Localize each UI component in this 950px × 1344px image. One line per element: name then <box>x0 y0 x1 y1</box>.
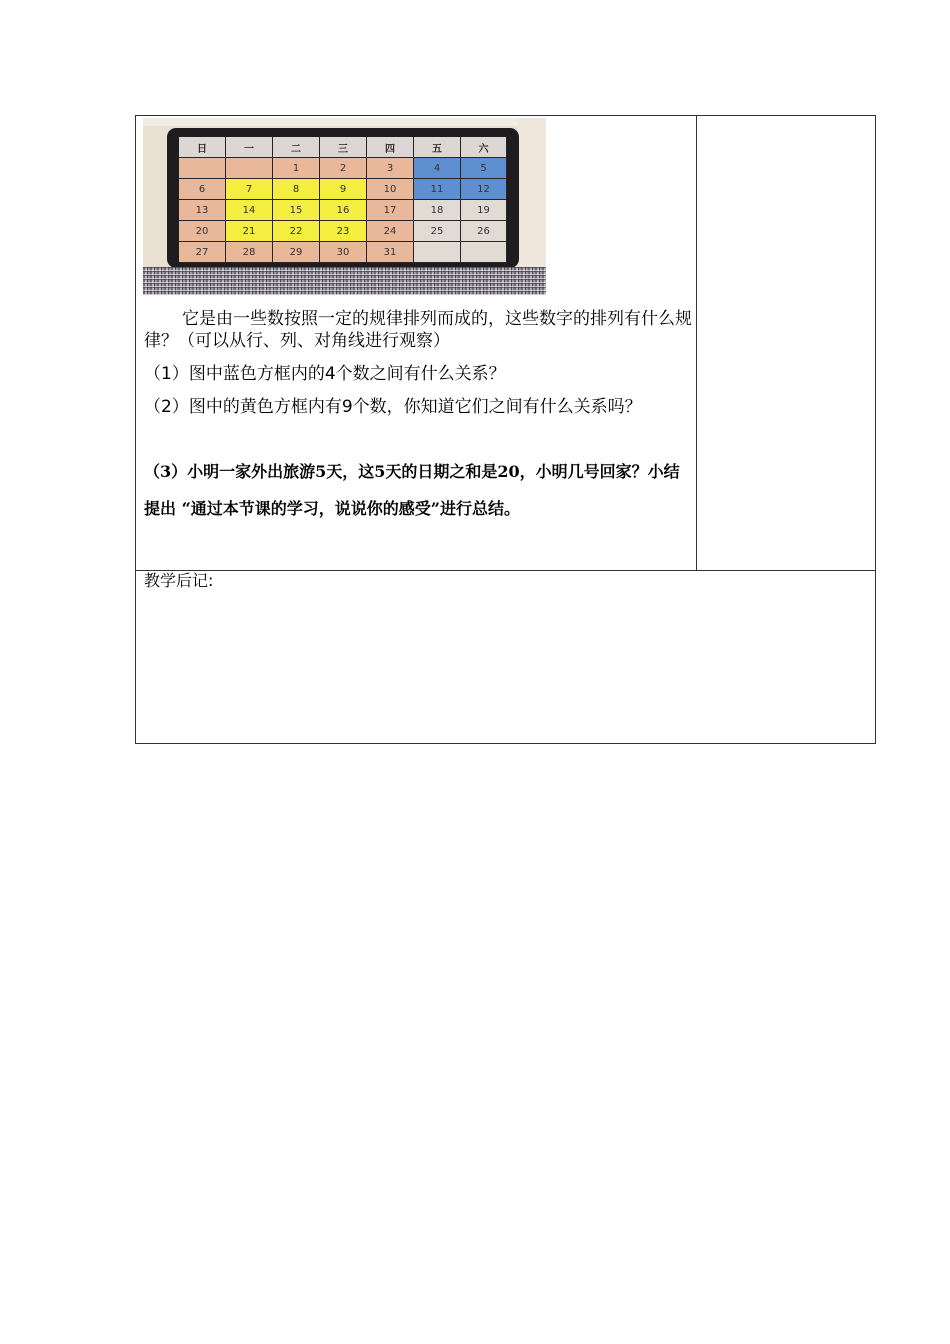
calendar-day-cell: 5 <box>461 158 507 179</box>
weekday-header: 四 <box>367 137 414 158</box>
calendar-day-cell: 28 <box>226 242 273 263</box>
intro-paragraph: 它是由一些数按照一定的规律排列而成的，这些数字的排列有什么规律？（可以从行、列、对角线进行观察） <box>144 309 692 351</box>
calendar-day-cell: 20 <box>179 221 226 242</box>
weekday-header: 三 <box>320 137 367 158</box>
calendar-day-cell: 24 <box>367 221 414 242</box>
calendar-photo <box>143 118 546 295</box>
calendar-day-cell: 17 <box>367 200 414 221</box>
weekday-header: 五 <box>414 137 461 158</box>
calendar-day-cell: 26 <box>461 221 507 242</box>
calendar-day-cell: 4 <box>414 158 461 179</box>
calendar-day-cell: 6 <box>179 179 226 200</box>
calendar-day-cell <box>179 158 226 179</box>
calendar-day-cell: 12 <box>461 179 507 200</box>
calendar-day-cell <box>226 158 273 179</box>
calendar-day-cell: 3 <box>367 158 414 179</box>
calendar-day-cell: 16 <box>320 200 367 221</box>
question-3: （3）小明一家外出旅游5天，这5天的日期之和是20，小明几号回家？小结提出 “通过本节课的学习，说说你的感受”进行总结。 <box>144 462 680 518</box>
weekday-header: 一 <box>226 137 273 158</box>
calendar-day-cell: 11 <box>414 179 461 200</box>
calendar-day-cell: 25 <box>414 221 461 242</box>
calendar-day-cell: 2 <box>320 158 367 179</box>
question-2: （2）图中的黄色方框内有9个数，你知道它们之间有什么关系吗？ <box>144 397 642 417</box>
photo-scan-noise-overlay <box>143 267 546 295</box>
calendar-day-cell: 8 <box>273 179 320 200</box>
calendar-day-cell <box>461 242 507 263</box>
weekday-header: 二 <box>273 137 320 158</box>
calendar-day-cell: 10 <box>367 179 414 200</box>
photo-right-margin <box>518 118 546 267</box>
calendar-day-cell: 13 <box>179 200 226 221</box>
teaching-remarks-label: 教学后记: <box>144 571 214 590</box>
calendar-day-cell: 9 <box>320 179 367 200</box>
calendar-day-cell: 29 <box>273 242 320 263</box>
calendar-day-cell: 1 <box>273 158 320 179</box>
calendar-grid <box>179 137 507 263</box>
row-divider <box>135 570 876 571</box>
calendar-day-cell: 19 <box>461 200 507 221</box>
weekday-header: 六 <box>461 137 507 158</box>
calendar-day-cell <box>414 242 461 263</box>
calendar-day-cell: 22 <box>273 221 320 242</box>
calendar-day-cell: 23 <box>320 221 367 242</box>
column-divider <box>696 115 697 570</box>
question-1: （1）图中蓝色方框内的4个数之间有什么关系？ <box>144 364 506 384</box>
calendar-day-cell: 7 <box>226 179 273 200</box>
photo-top-strip <box>143 118 546 126</box>
calendar-day-cell: 30 <box>320 242 367 263</box>
calendar-day-cell: 14 <box>226 200 273 221</box>
calendar-day-cell: 15 <box>273 200 320 221</box>
weekday-header: 日 <box>179 137 226 158</box>
calendar-day-cell: 27 <box>179 242 226 263</box>
calendar-day-cell: 31 <box>367 242 414 263</box>
calendar-day-cell: 18 <box>414 200 461 221</box>
calendar-day-cell: 21 <box>226 221 273 242</box>
